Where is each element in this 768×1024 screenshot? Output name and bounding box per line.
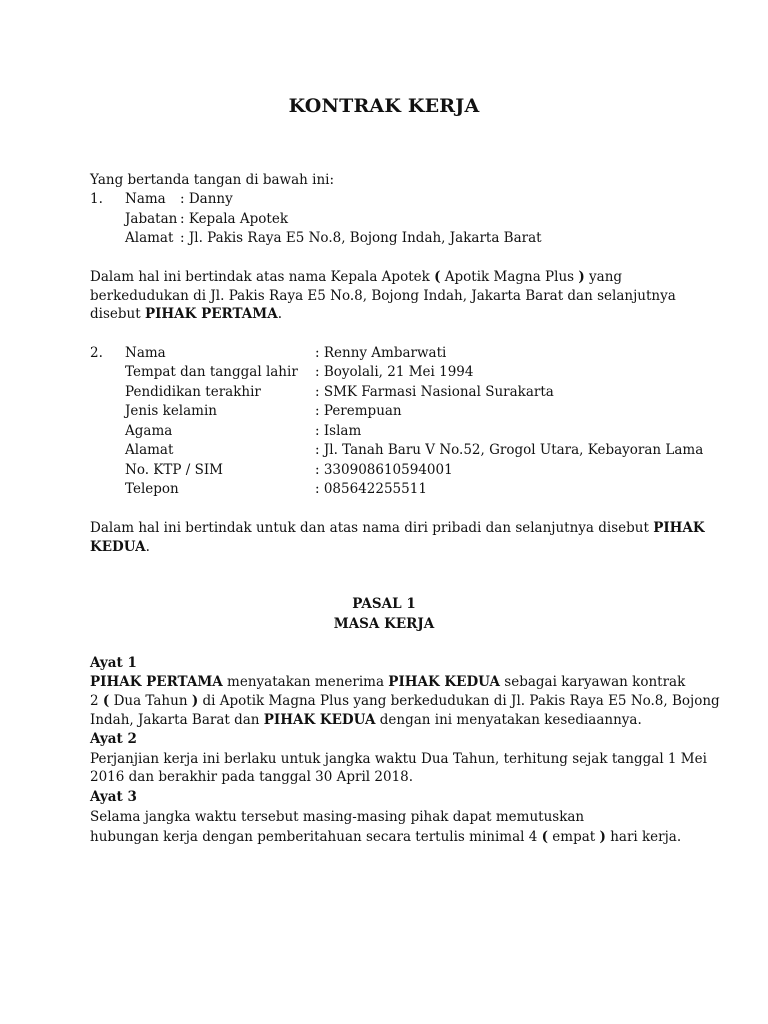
party2-value-alamat: : Jl. Tanah Baru V No.52, Grogol Utara, Kebayoran Lama — [315, 442, 704, 458]
party2-value-ttl: : Boyolali, 21 Mei 1994 — [315, 364, 474, 380]
intro-text: Yang bertanda tangan di bawah ini: — [90, 172, 335, 188]
party1-paragraph-line2: berkedudukan di Jl. Pakis Raya E5 No.8, Bojong Indah, Jakarta Barat dan selanjutnya — [90, 288, 676, 304]
pasal-heading: PASAL 1 — [352, 596, 416, 612]
party1-value-alamat: : Jl. Pakis Raya E5 No.8, Bojong Indah, Jakarta Barat — [180, 230, 542, 246]
ayat2-line2: 2016 dan berakhir pada tanggal 30 April 2018. — [90, 769, 414, 785]
pasal-subheading: MASA KERJA — [333, 616, 435, 632]
party2-value-nama: : Renny Ambarwati — [315, 345, 447, 361]
ayat1-line3: Indah, Jakarta Barat dan PIHAK KEDUA dengan ini menyatakan kesediaannya. — [90, 712, 642, 728]
party2-number: 2. — [90, 345, 103, 361]
ayat1-heading: Ayat 1 — [90, 655, 137, 671]
party1-label-jabatan: Jabatan — [125, 211, 178, 227]
party1-label-nama: Nama — [125, 191, 166, 207]
party2-value-agama: : Islam — [315, 423, 362, 439]
party1-label-alamat: Alamat — [125, 230, 174, 246]
party2-paragraph-line1: Dalam hal ini bertindak untuk dan atas nama diri pribadi dan selanjutnya disebut PIHAK — [90, 520, 705, 536]
document-title: KONTRAK KERJA — [288, 95, 480, 117]
ayat1-line1: PIHAK PERTAMA menyatakan menerima PIHAK KEDUA sebagai karyawan kontrak — [90, 674, 686, 690]
party2-label-ttl: Tempat dan tanggal lahir — [125, 364, 298, 380]
ayat2-heading: Ayat 2 — [90, 731, 137, 747]
party2-label-pendidikan: Pendidikan terakhir — [125, 384, 261, 400]
party2-paragraph-line2: KEDUA. — [90, 539, 150, 555]
party2-label-telepon: Telepon — [125, 481, 179, 497]
party1-paragraph-line1: Dalam hal ini bertindak atas nama Kepala Apotek ( Apotik Magna Plus ) yang — [90, 269, 623, 285]
party1-number: 1. — [90, 191, 103, 207]
ayat3-line2: hubungan kerja dengan pemberitahuan secara tertulis minimal 4 ( empat ) hari kerja. — [90, 829, 682, 845]
ayat1-line2: 2 ( Dua Tahun ) di Apotik Magna Plus yang berkedudukan di Jl. Pakis Raya E5 No.8, Bojong — [90, 693, 720, 709]
party2-value-pendidikan: : SMK Farmasi Nasional Surakarta — [315, 384, 554, 400]
party2-label-nama: Nama — [125, 345, 166, 361]
party2-value-telepon: : 085642255511 — [315, 481, 427, 497]
party2-label-jenis-kelamin: Jenis kelamin — [125, 403, 217, 419]
party2-value-ktp: : 330908610594001 — [315, 462, 453, 478]
party1-value-nama: : Danny — [180, 191, 233, 207]
ayat2-line1: Perjanjian kerja ini berlaku untuk jangka waktu Dua Tahun, terhitung sejak tanggal 1 Mei — [90, 751, 707, 767]
ayat3-line1: Selama jangka waktu tersebut masing-masing pihak dapat memutuskan — [90, 809, 585, 825]
party1-value-jabatan: : Kepala Apotek — [180, 211, 289, 227]
party2-value-jenis-kelamin: : Perempuan — [315, 403, 402, 419]
party2-label-alamat: Alamat — [125, 442, 174, 458]
party1-paragraph-line3: disebut PIHAK PERTAMA. — [90, 306, 282, 322]
party2-label-ktp: No. KTP / SIM — [125, 462, 223, 478]
party2-label-agama: Agama — [125, 423, 173, 439]
ayat3-heading: Ayat 3 — [90, 789, 137, 805]
